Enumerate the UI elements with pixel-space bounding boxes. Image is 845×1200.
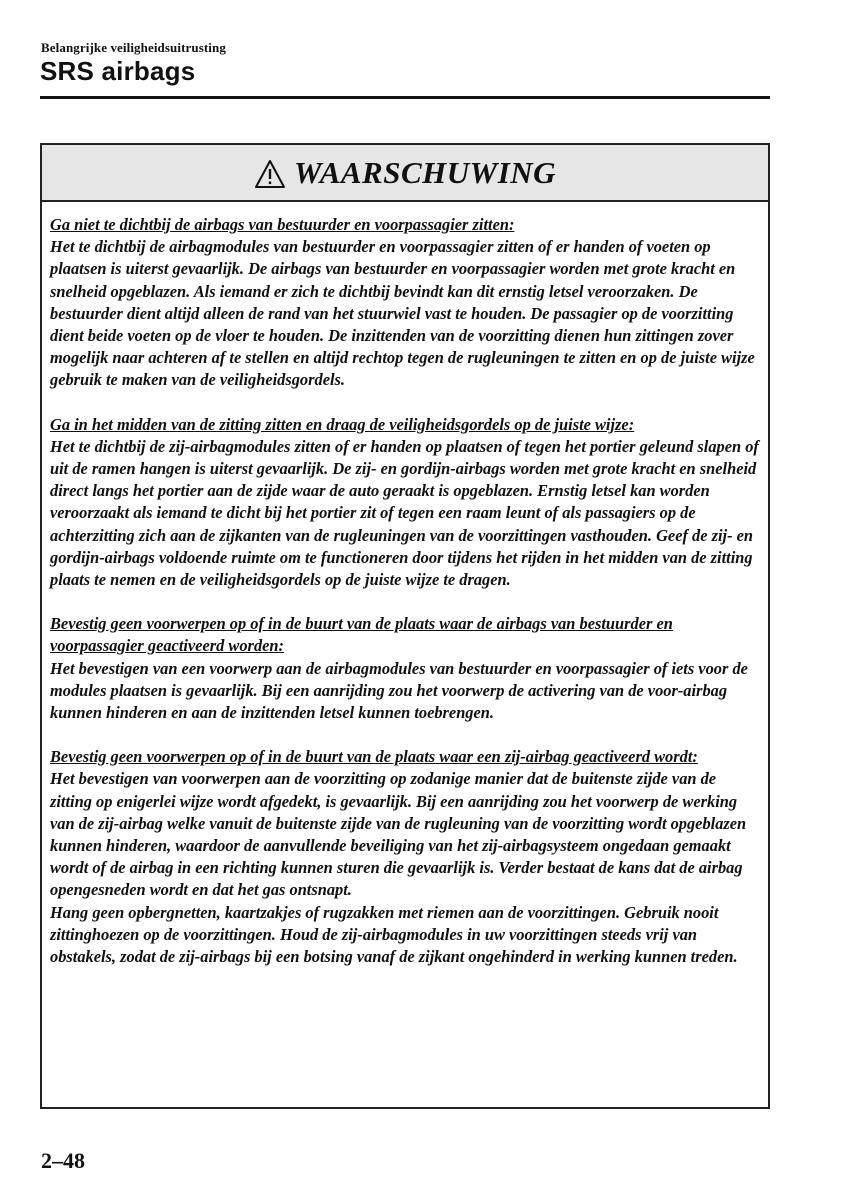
- paragraph-heading: Ga niet te dichtbij de airbags van bestuurder en voorpassagier zitten:: [50, 215, 515, 234]
- warning-paragraph-1: [50, 214, 760, 392]
- warning-paragraph-2: [50, 414, 760, 592]
- warning-box: [40, 143, 770, 1109]
- warning-title: WAARSCHUWING: [293, 154, 557, 190]
- warning-triangle-icon: [254, 159, 286, 189]
- section-kicker: Belangrijke veiligheidsuitrusting: [41, 40, 226, 55]
- paragraph-heading: Ga in het midden van de zitting zitten en draag de veiligheidsgordels op de juiste wijze:: [50, 414, 635, 434]
- warning-header: [42, 145, 768, 202]
- page-title: SRS airbags: [40, 56, 196, 86]
- page-number: 2–48: [41, 1148, 85, 1173]
- paragraph-heading: Bevestig geen voorwerpen op of in de buurt van de plaats waar de airbags van bestuurder en voorpassagier geactiveerd worden:: [50, 614, 673, 656]
- warning-paragraph-4: [50, 746, 760, 968]
- paragraph-text: Het bevestigen van voorwerpen aan de voorzitting op zodanige manier dat de buitenste zijde van de zitting op enigerlei wijze wordt afgedekt, is gevaarlijk. Bij een aanrijding zou het voorwerp de werking van de zij-airbag welke vanuit de buitenste zijde van de rugleuning van de voorzitting wordt opgeblazen kunnen hinderen, waardoor de aanvullende beveiliging van het zij-airbagsysteem ongedaan gemaakt wordt of de airbag in een richting kunnen sturen die gevaarlijk is. Verder bestaat de kans dat de airbag opengesneden wordt en dat het gas ontsnapt.: [50, 769, 747, 900]
- paragraph-text: Het te dichtbij de airbagmodules van bestuurder en voorpassagier zitten of er handen of voeten op plaatsen is uiterst gevaarlijk. De airbags van bestuurder en voorpassagier worden met grote kracht en snelheid opgeblazen. Als iemand er zich te dichtbij bevindt kan dit ernstig letsel veroorzaken. De bestuurder dient altijd alleen de rand van het stuurwiel vast te houden. De passagier op de voorzitting dient beide voeten op de vloer te houden. De inzittenden van de voorzitting dienen hun zittingen zover mogelijk naar achteren af te stellen en altijd rechtop tegen de rugleuningen te zitten en op de juiste wijze gebruik te maken van de veiligheidsgordels.: [50, 237, 755, 390]
- warning-paragraph-3: [50, 613, 760, 724]
- title-divider: [40, 96, 770, 99]
- paragraph-heading: Bevestig geen voorwerpen op of in de buurt van de plaats waar een zij-airbag geactiveerd wordt:: [50, 747, 698, 767]
- warning-body: [42, 202, 768, 968]
- paragraph-text: Het te dichtbij de zij-airbagmodules zitten of er handen op plaatsen of tegen het portier geleund slapen of uit de ramen hangen is uiterst gevaarlijk. De zij- en gordijn-airbags worden met grote kracht en snelheid direct langs het portier aan de zijde waar de auto geraakt is opgeblazen. Ernstig letsel kan worden veroorzaakt als iemand te dicht bij het portier zit of tegen een raam leunt of als passagiers op de achterzitting zich aan de zijkanten van de rugleuningen van de voorzittingen vasthouden. Geef de zij- en gordijn-airbags voldoende ruimte om te functioneren door tijdens het rijden in het midden van de zitting plaats te nemen en de veiligheidsgordels op de juiste wijze te dragen.: [50, 436, 759, 590]
- paragraph-text-continued: Hang geen opbergnetten, kaartzakjes of rugzakken met riemen aan de voorzittingen. Gebruik nooit zittinghoezen op de voorzittingen. Houd de zij-airbagmodules in uw voorzittingen steeds vrij van obstakels, zodat de zij-airbags bij een botsing vanaf de zijkant ongehinderd in werking kunnen treden.: [50, 902, 738, 967]
- paragraph-text: Het bevestigen van een voorwerp aan de airbagmodules van bestuurder en voorpassagier of iets voor de modules plaatsen is gevaarlijk. Bij een aanrijding zou het voorwerp de activering van de voor-airbag kunnen hinderen en aan de inzittenden letsel kunnen toebrengen.: [50, 658, 748, 723]
